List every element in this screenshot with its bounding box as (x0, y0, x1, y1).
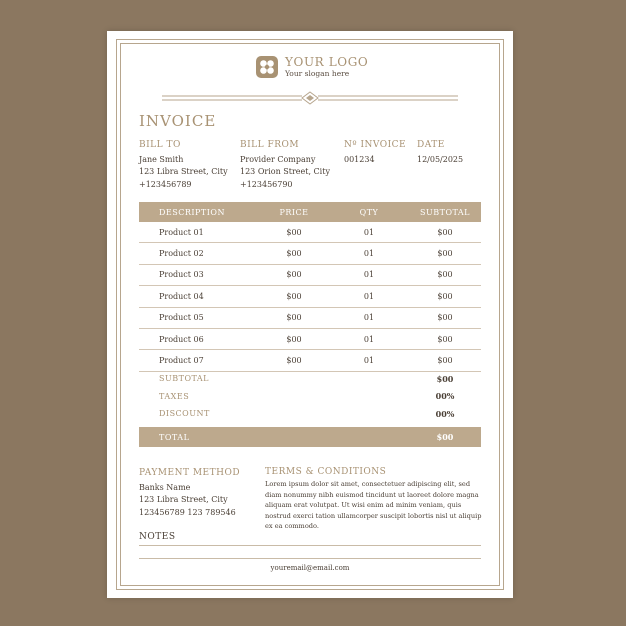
row-description: Product 02 (159, 249, 204, 259)
table-row (139, 243, 481, 264)
row-subtotal: $00 (437, 249, 453, 259)
row-description: Product 07 (159, 356, 204, 366)
notes-line (139, 545, 481, 546)
discount-label: DISCOUNT (159, 409, 210, 419)
row-qty: 01 (363, 334, 375, 344)
total-label: TOTAL (159, 432, 190, 442)
taxes-value: 00% (435, 391, 455, 402)
total-value: $00 (436, 432, 454, 442)
table-header (139, 202, 481, 222)
row-description: Product 01 (159, 227, 204, 237)
row-subtotal: $00 (437, 313, 453, 323)
items-table (139, 202, 481, 372)
terms-label: TERMS & CONDITIONS (265, 467, 387, 477)
table-row (139, 350, 481, 371)
date-block (417, 139, 463, 166)
header-qty: QTY (359, 207, 379, 217)
table-row (139, 286, 481, 307)
notes-line (139, 558, 481, 559)
row-subtotal: $00 (437, 334, 453, 344)
subtotal-value: $00 (436, 373, 454, 384)
bill-to-name: Jane Smith (139, 154, 184, 164)
subtotal-label: SUBTOTAL (159, 374, 209, 384)
row-price: $00 (286, 334, 302, 344)
row-subtotal: $00 (437, 291, 453, 301)
subtotal-row (139, 370, 481, 388)
notes-label: NOTES (139, 532, 176, 542)
ornament-divider (162, 91, 458, 105)
row-description: Product 04 (159, 291, 204, 301)
header-subtotal: SUBTOTAL (420, 207, 470, 217)
logo-icon (255, 55, 279, 79)
discount-value: 00% (435, 408, 455, 419)
row-qty: 01 (363, 227, 375, 237)
bill-to-label: BILL TO (139, 140, 181, 150)
bill-from-phone: +123456790 (240, 179, 293, 189)
logo-slogan: Your slogan here (285, 68, 350, 78)
row-price: $00 (286, 356, 302, 366)
discount-row (139, 405, 481, 423)
row-description: Product 05 (159, 313, 204, 323)
invoice-title: INVOICE (139, 112, 217, 130)
row-description: Product 03 (159, 270, 204, 280)
table-row (139, 308, 481, 329)
invoice-number-block (344, 139, 406, 166)
row-qty: 01 (363, 249, 375, 259)
terms-text: Lorem ipsum dolor sit amet, consectetuer adipiscing elit, sed diam nonummy nibh euismod tincidunt ut laoreet dolore magna aliquam erat volutpat. Ut wisi enim ad minim veniam, quis nostrud exerci tation ullamcorper suscipit lobortis nisl ut aliquip ex ea commodo. (265, 480, 482, 531)
row-price: $00 (286, 291, 302, 301)
payment-address: 123 Libra Street, City (139, 495, 228, 504)
row-qty: 01 (363, 356, 375, 366)
bill-to-address: 123 Libra Street, City (139, 167, 228, 176)
row-qty: 01 (363, 270, 375, 280)
terms-block (265, 467, 483, 531)
header-price: PRICE (279, 207, 309, 217)
row-price: $00 (286, 313, 302, 323)
totals-block (139, 370, 481, 423)
invoice-number-label: Nº INVOICE (344, 140, 407, 150)
row-price: $00 (286, 227, 302, 237)
row-subtotal: $00 (437, 270, 453, 280)
logo-title: YOUR LOGO (285, 54, 369, 69)
logo (255, 54, 368, 80)
bill-from-name: Provider Company (240, 154, 316, 164)
table-row (139, 265, 481, 286)
invoice-paper (107, 31, 513, 598)
row-subtotal: $00 (437, 356, 453, 366)
bill-to-block (139, 139, 228, 191)
row-qty: 01 (363, 313, 375, 323)
row-qty: 01 (363, 291, 375, 301)
date-value: 12/05/2025 (417, 154, 464, 164)
payment-method-label: PAYMENT METHOD (139, 468, 241, 478)
bill-from-label: BILL FROM (240, 140, 300, 150)
taxes-label: TAXES (159, 391, 190, 401)
row-price: $00 (286, 270, 302, 280)
footer-email: youremail@email.com (270, 564, 350, 572)
bill-to-phone: +123456789 (139, 179, 192, 189)
total-row (139, 427, 481, 447)
bill-from-address: 123 Orion Street, City (240, 167, 330, 176)
header-description: DESCRIPTION (159, 207, 225, 217)
row-subtotal: $00 (437, 227, 453, 237)
payment-method-block (139, 467, 240, 519)
table-row (139, 222, 481, 243)
bill-from-block (240, 139, 330, 191)
invoice-number-value: 001234 (344, 154, 375, 164)
table-row (139, 329, 481, 350)
payment-account: 123456789 123 789546 (139, 507, 236, 517)
taxes-row (139, 388, 481, 406)
row-price: $00 (286, 249, 302, 259)
row-description: Product 06 (159, 334, 204, 344)
payment-bank: Banks Name (139, 482, 191, 492)
date-label: DATE (417, 140, 445, 150)
